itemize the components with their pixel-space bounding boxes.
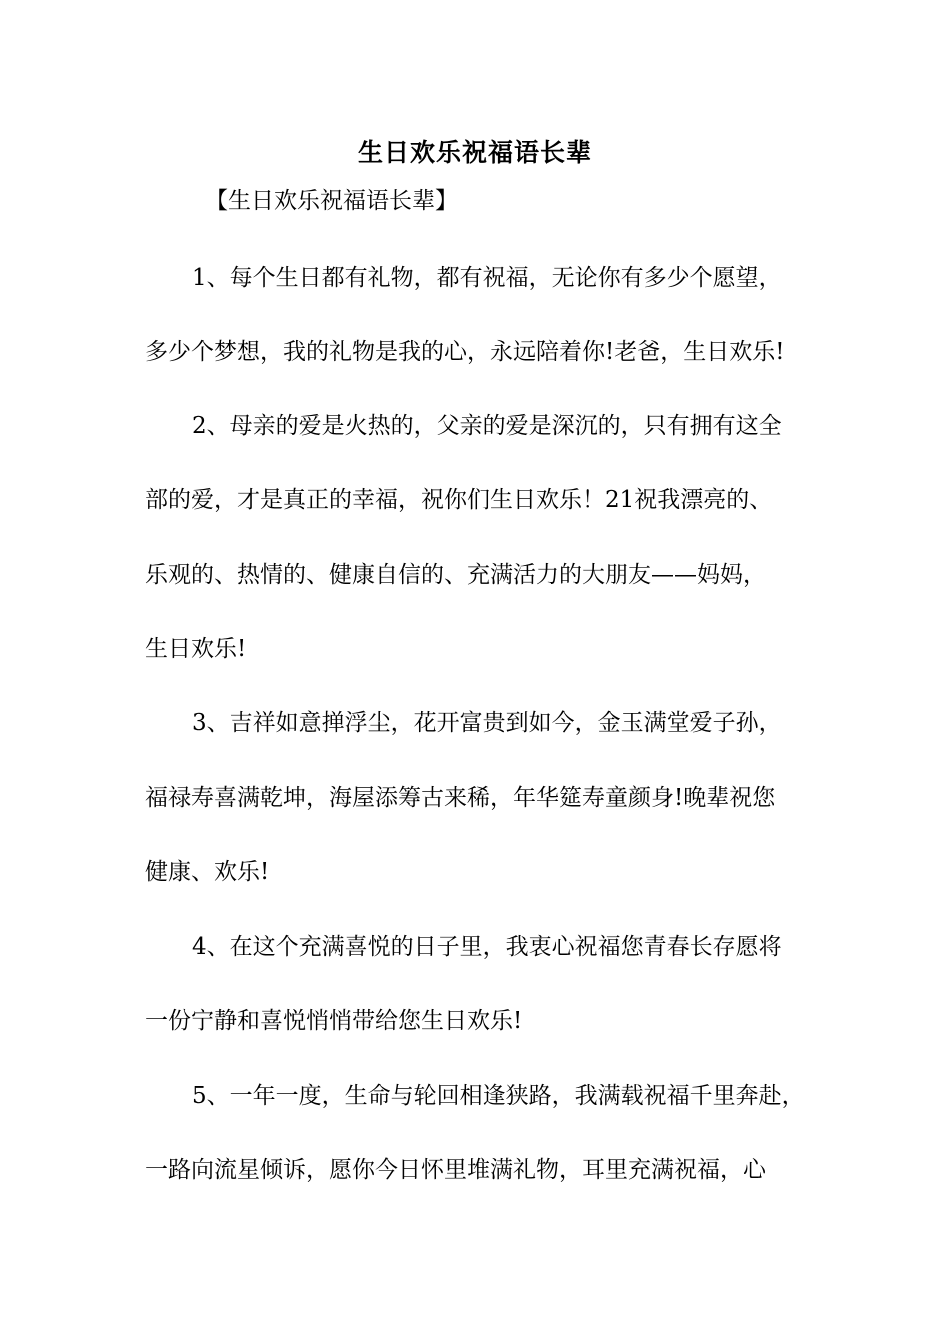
text-line-6: 生日欢乐! (145, 636, 247, 662)
document-subtitle: 【生日欢乐祝福语长辈】 (205, 188, 458, 214)
text-line-13: 一路向流星倾诉，愿你今日怀里堆满礼物，耳里充满祝福，心 (145, 1157, 766, 1183)
text-line-9: 健康、欢乐! (145, 859, 270, 885)
text-line-1: 1、每个生日都有礼物，都有祝福，无论你有多少个愿望， (192, 265, 782, 291)
document-title: 生日欢乐祝福语长辈 (357, 138, 592, 167)
text-line-8: 福禄寿喜满乾坤，海屋添筹古来稀，年华筵寿童颜身!晚辈祝您 (145, 785, 776, 811)
text-line-10: 4、在这个充满喜悦的日子里，我衷心祝福您青春长存愿将 (192, 934, 782, 960)
text-line-2: 多少个梦想，我的礼物是我的心，永远陪着你!老爸，生日欢乐! (145, 339, 785, 365)
text-line-5: 乐观的、热情的、健康自信的、充满活力的大朋友——妈妈， (145, 562, 766, 588)
text-line-3: 2、母亲的爱是火热的，父亲的爱是深沉的，只有拥有这全 (192, 413, 782, 439)
text-line-4: 部的爱，才是真正的幸福，祝你们生日欢乐！21祝我漂亮的、 (145, 487, 773, 513)
text-line-7: 3、吉祥如意掸浮尘，花开富贵到如今，金玉满堂爱子孙， (192, 710, 782, 736)
text-line-12: 5、一年一度，生命与轮回相逢狭路，我满载祝福千里奔赴， (192, 1083, 805, 1109)
text-line-11: 一份宁静和喜悦悄悄带给您生日欢乐! (145, 1008, 523, 1034)
